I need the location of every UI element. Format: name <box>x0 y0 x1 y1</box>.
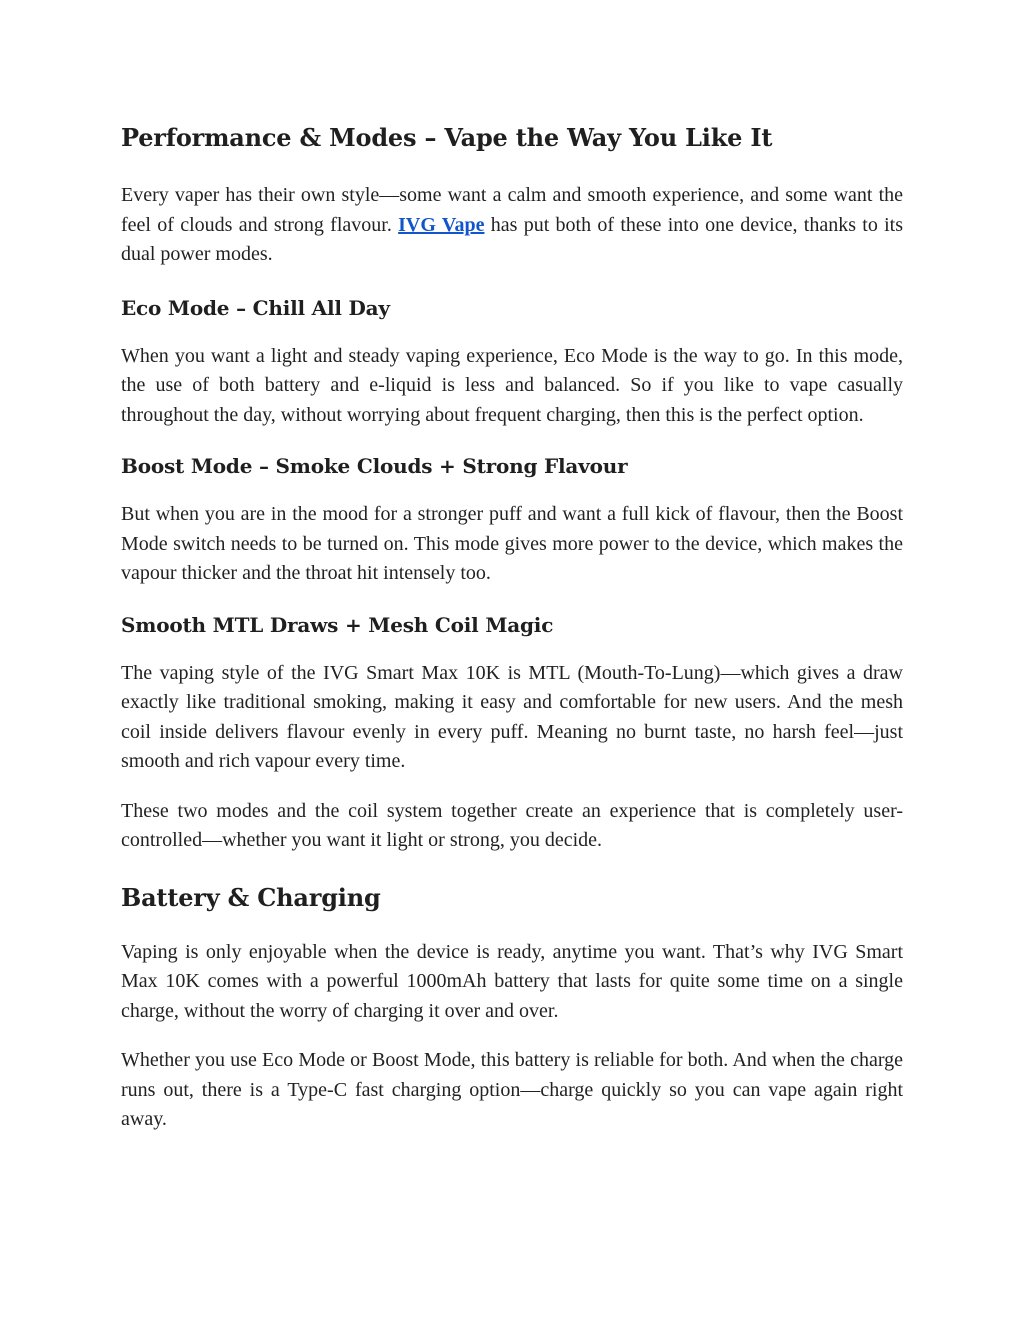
subheading-eco-mode: Eco Mode – Chill All Day <box>121 295 390 320</box>
paragraph-eco-mode: When you want a light and steady vaping experience, Eco Mode is the way to go. In this mode, the use of both battery and e-liquid is less and balanced. So if you like to vape casually throughout the day, without worrying about frequent charging, then this is the perfect option. <box>121 344 903 426</box>
document-page <box>121 116 903 1135</box>
paragraph-boost-mode: But when you are in the mood for a stronger puff and want a full kick of flavour, then the Boost Mode switch needs to be turned on. This mode gives more power to the device, which makes the vapour thicker and the throat hit intensely too. <box>121 503 903 584</box>
section-heading-battery: Battery & Charging <box>121 882 381 912</box>
paragraph-intro <box>121 181 903 270</box>
intro-text-after-link: has put both of these into one device, thanks to its dual power modes. <box>121 213 904 265</box>
subheading-mtl-mesh-coil: Smooth MTL Draws + Mesh Coil Magic <box>121 612 554 637</box>
paragraph-battery-2: Whether you use Eco Mode or Boost Mode, this battery is reliable for both. And when the charge runs out, there is a Type-C fast charging option—charge quickly so you can vape again right away. <box>121 1049 903 1130</box>
section-heading-performance: Performance & Modes – Vape the Way You Like It <box>121 123 773 152</box>
ivg-vape-link[interactable]: IVG Vape <box>398 213 485 236</box>
paragraph-battery-1: Vaping is only enjoyable when the device is ready, anytime you want. That’s why IVG Smart Max 10K comes with a powerful 1000mAh battery that lasts for quite some time on a single charge, without the worry of charging it over and over. <box>121 940 903 1022</box>
paragraph-modes-summary: These two modes and the coil system together create an experience that is completely user-controlled—whether you want it light or strong, you decide. <box>121 799 903 851</box>
intro-text-before-link: Every vaper has their own style—some want a calm and smooth experience, and some want the feel of clouds and strong flavour. <box>121 184 903 236</box>
paragraph-mtl-mesh-coil: The vaping style of the IVG Smart Max 10K is MTL (Mouth-To-Lung)—which gives a draw exactly like traditional smoking, making it easy and comfortable for new users. And the mesh coil inside delivers flavour evenly in every puff. Meaning no burnt taste, no harsh feel—just smooth and rich vapour every time. <box>121 661 903 772</box>
subheading-boost-mode: Boost Mode – Smoke Clouds + Strong Flavour <box>121 454 628 478</box>
